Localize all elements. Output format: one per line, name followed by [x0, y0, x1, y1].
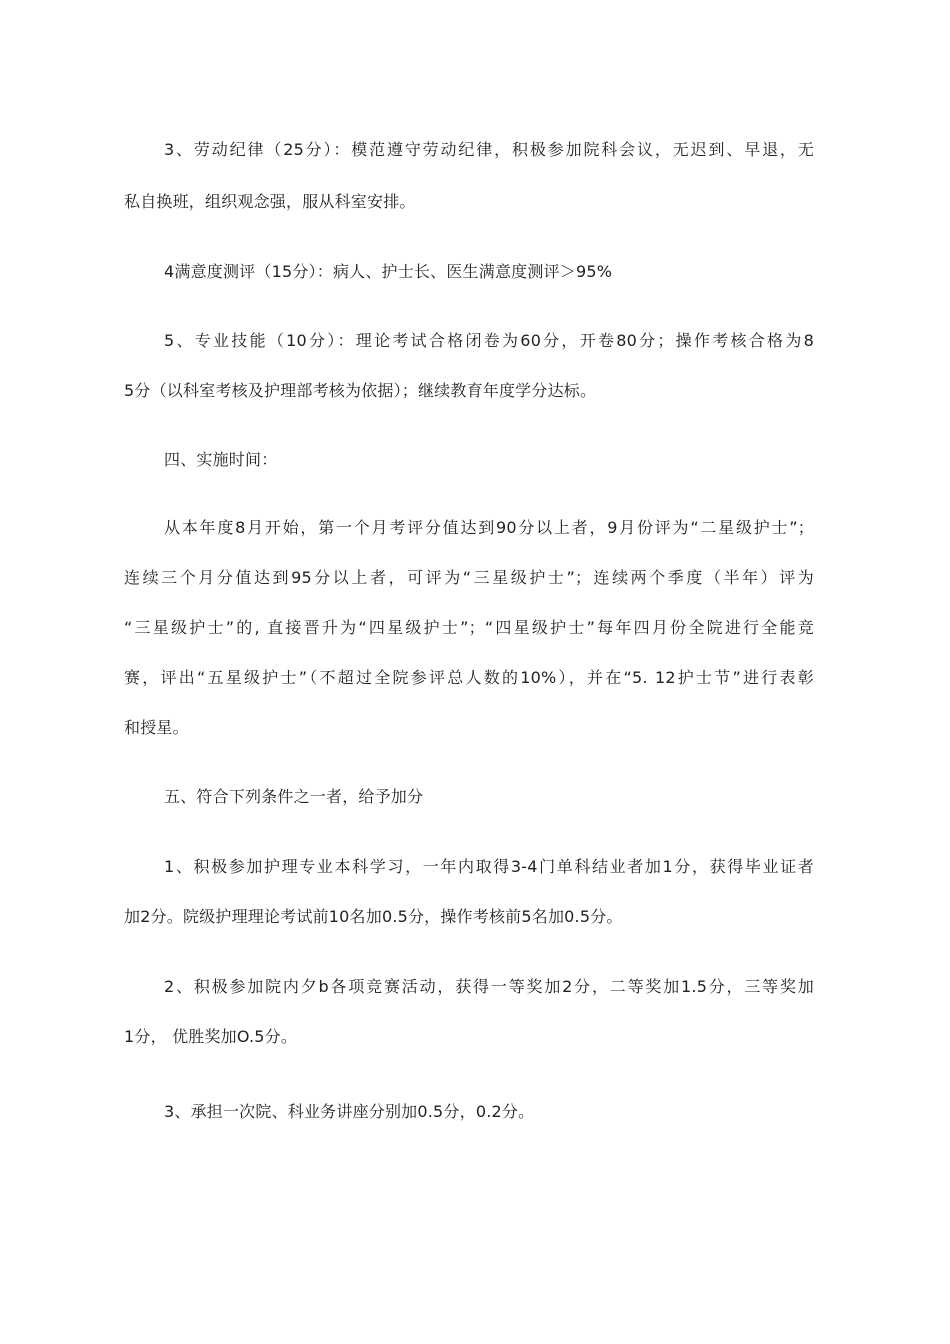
implementation-line-4: 赛，评出“五星级护士”（不超过全院参评总人数的10%），并在“5. 12护士节”进行表彰 — [124, 668, 814, 687]
bonus-item-1-line-1: 1、积极参加护理专业本科学习，一年内取得3-4门单科结业者加1分，获得毕业证者 — [164, 857, 814, 876]
professional-skills-line-1: 5、专业技能（10分）：理论考试合格闭卷为60分，开卷80分；操作考核合格为8 — [164, 331, 814, 350]
section-four-heading: 四、实施时间： — [164, 450, 278, 469]
labor-discipline-line-2: 私自换班，组织观念强，服从科室安排。 — [124, 192, 416, 211]
labor-discipline-line-1: 3、劳动纪律（25分）：模范遵守劳动纪律，积极参加院科会议，无迟到、早退，无 — [164, 140, 814, 159]
implementation-line-2: 连续三个月分值达到95分以上者，可评为“三星级护士”；连续两个季度（半年）评为 — [124, 568, 814, 587]
implementation-line-5: 和授星。 — [124, 718, 189, 737]
bonus-item-1-line-2: 加2分。院级护理理论考试前10名加0.5分，操作考核前5名加0.5分。 — [124, 907, 623, 926]
implementation-line-1: 从本年度8月开始，第一个月考评分值达到90分以上者，9月份评为“二星级护士”； — [164, 518, 814, 537]
bonus-item-2-line-2: 1分， 优胜奖加O.5分。 — [124, 1027, 298, 1046]
professional-skills-line-2: 5分（以科室考核及护理部考核为依据）；继续教育年度学分达标。 — [124, 381, 597, 400]
implementation-line-3: “三星级护士”的, 直接晋升为“四星级护士”；“四星级护士”每年四月份全院进行全能竞 — [124, 618, 814, 637]
bonus-item-2-line-1: 2、积极参加院内夕b各项竞赛活动，获得一等奖加2分，二等奖加1.5分，三等奖加 — [164, 977, 814, 996]
satisfaction-survey-line: 4满意度测评（15分）：病人、护士长、医生满意度测评＞95% — [164, 262, 613, 281]
bonus-item-3-line: 3、承担一次院、科业务讲座分别加0.5分，0.2分。 — [164, 1102, 535, 1121]
section-five-heading: 五、符合下列条件之一者，给予加分 — [164, 787, 424, 806]
